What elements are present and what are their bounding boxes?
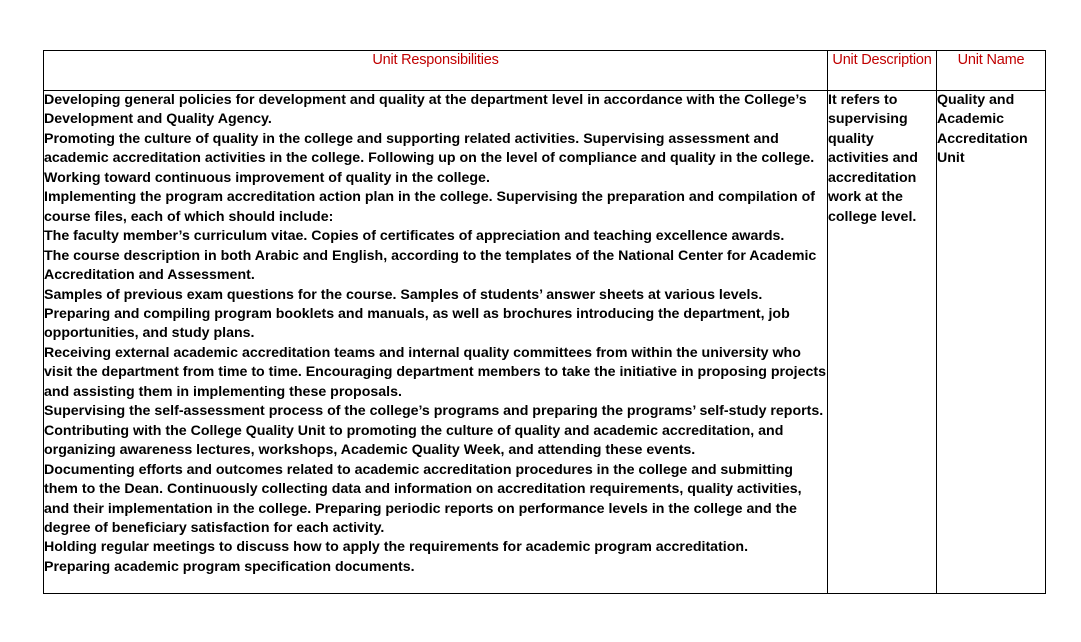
header-unit-responsibilities: Unit Responsibilities xyxy=(44,51,828,91)
description-cell xyxy=(828,91,937,594)
responsibility-item: Receiving external academic accreditation teams and internal quality committees from within the university who visit the department from time to time. Encouraging department members to take the initiative in proposing projects and assisting them in implementing these proposals. xyxy=(44,344,827,400)
responsibility-item: Supervising the self-assessment process of the college’s programs and preparing the programs’ self-study reports. Contributing with the College Quality Unit to promoting the culture of quality and academic accreditation, and organizing awareness lectures, workshops, Academic Quality Week, and attending these events. xyxy=(44,403,824,459)
responsibilities-cell xyxy=(44,91,828,594)
responsibility-item: Documenting efforts and outcomes related to academic accreditation procedures in the college and submitting them to the Dean. Continuously collecting data and information on accreditation requirements, quality activities, and their implementation in the college. Preparing periodic reports on performance levels in the college and the degree of beneficiary satisfaction for each activity. xyxy=(44,461,802,536)
unit-table xyxy=(43,50,1046,594)
table-row xyxy=(44,91,1046,594)
responsibility-item: Implementing the program accreditation action plan in the college. Supervising the preparation and compilation of course files, each of which should include: xyxy=(44,189,815,225)
responsibility-item: Promoting the culture of quality in the college and supporting related activities. Supervising assessment and academic accreditation activities in the college. Following up on the level of compliance and quality in the college. Working toward continuous improvement of quality in the college. xyxy=(44,130,815,186)
name-cell xyxy=(937,91,1046,594)
header-unit-description: Unit Description xyxy=(828,51,937,91)
unit-name-text: Quality and Academic Accreditation Unit xyxy=(937,92,1028,167)
responsibility-item: Preparing and compiling program booklets and manuals, as well as brochures introducing the department, job opportunities, and study plans. xyxy=(44,305,790,342)
responsibility-item: The faculty member’s curriculum vitae. Copies of certificates of appreciation and teaching excellence awards. xyxy=(44,228,785,245)
responsibility-item: The course description in both Arabic and English, according to the templates of the National Center for Academic Accreditation and Assessment. xyxy=(44,247,817,284)
header-unit-name: Unit Name xyxy=(937,51,1046,91)
header-row xyxy=(44,51,1046,91)
responsibility-item: Samples of previous exam questions for the course. Samples of students’ answer sheets at various levels. xyxy=(44,286,763,303)
responsibility-item: Developing general policies for development and quality at the department level in accordance with the College’s Development and Quality Agency. xyxy=(44,92,807,128)
responsibility-item: Holding regular meetings to discuss how to apply the requirements for academic program accreditation. xyxy=(44,539,749,556)
responsibility-item: Preparing academic program specification documents. xyxy=(44,558,415,575)
unit-description-text: It refers to supervising quality activities and accreditation work at the college level. xyxy=(828,92,918,225)
